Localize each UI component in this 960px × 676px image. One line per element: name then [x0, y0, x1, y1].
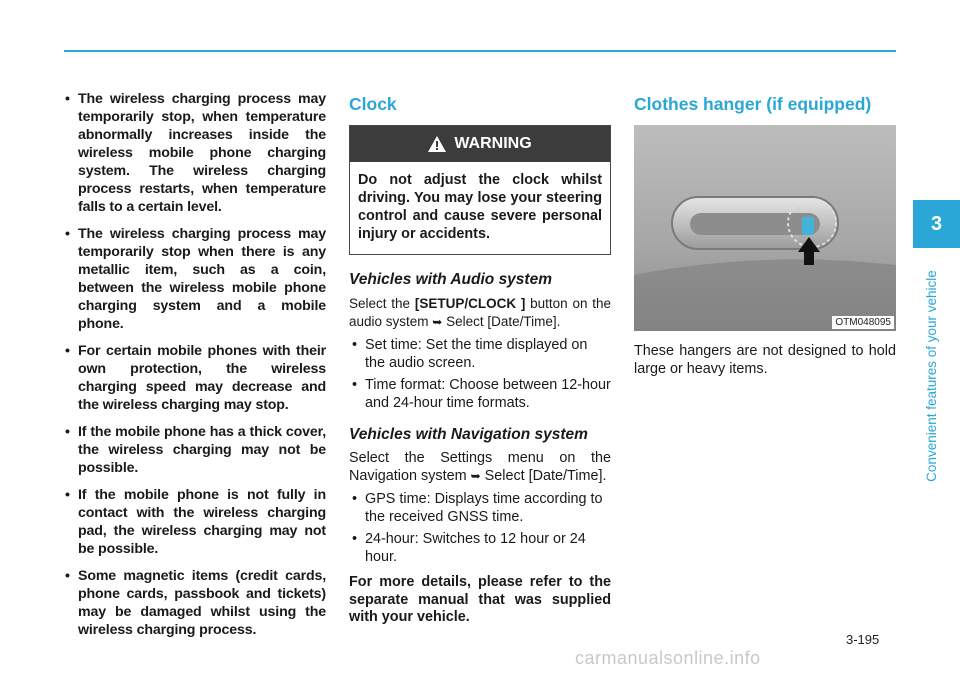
image-caption: OTM048095	[832, 316, 894, 329]
navigation-intro-prefix: Select the Settings menu on the Navigation system	[349, 450, 611, 484]
list-item: • Some magnetic items (credit cards, phone cards, passbook and tickets) may be damaged whilst using the wireless charging process.	[62, 567, 326, 639]
clothes-hanger-photo	[634, 125, 896, 331]
wireless-charging-notes	[62, 90, 326, 639]
chapter-title: Convenient features of your vehicle	[924, 270, 939, 482]
clock-section	[349, 90, 611, 633]
audio-intro-prefix: Select the	[349, 296, 415, 311]
list-item: • 24-hour: Switches to 12 hour or 24 hour.	[349, 531, 611, 566]
subtitle-navigation: Vehicles with Navigation system	[349, 426, 588, 443]
navigation-intro	[349, 450, 611, 485]
audio-intro-suffix: Select [Date/Time].	[442, 313, 561, 329]
arrow-icon: ➥	[432, 314, 443, 329]
section-title-clock: Clock	[349, 94, 397, 114]
navigation-options	[349, 491, 611, 566]
arrow-icon: ➥	[470, 468, 481, 483]
warning-header	[350, 126, 610, 162]
chapter-tab: 3	[913, 200, 960, 248]
list-item: • For certain mobile phones with their own protection, the wireless charging speed may decrease and the wireless charging may stop.	[62, 342, 326, 414]
more-details-note: For more details, please refer to the separate manual that was supplied with your vehicle.	[349, 574, 611, 625]
audio-intro	[349, 295, 611, 331]
watermark: carmanualsonline.info	[575, 648, 761, 668]
section-title-hanger: Clothes hanger (if equipped)	[634, 94, 872, 114]
navigation-intro-suffix: Select [Date/Time].	[480, 467, 607, 484]
page-number: 3-195	[846, 632, 880, 647]
chapter-title-vertical	[922, 258, 942, 494]
clothes-hanger-illustration	[634, 125, 896, 331]
setup-clock-button-label: [SETUP/CLOCK ]	[414, 296, 526, 311]
warning-label: WARNING	[454, 135, 532, 152]
list-item: • The wireless charging process may temporarily stop when there is any metallic item, such as a coin, between the wireless mobile phone charging system and a mobile phone.	[62, 225, 326, 333]
audio-intro-mid: button on the audio system	[349, 296, 612, 329]
clothes-hanger-section	[634, 90, 896, 384]
top-rule	[64, 50, 896, 52]
list-item: • If the mobile phone has a thick cover, the wireless charging may not be possible.	[62, 423, 326, 477]
warning-text: Do not adjust the clock whilst driving. You may lose your steering control and cause severe personal injury or accidents.	[358, 172, 602, 242]
list-item: • Time format: Choose between 12-hour and 24-hour time formats.	[349, 377, 611, 412]
warning-box	[349, 125, 611, 255]
hanger-note: These hangers are not designed to hold large or heavy items.	[634, 343, 896, 377]
list-item: • GPS time: Displays time according to the received GNSS time.	[349, 491, 611, 526]
audio-options	[349, 337, 611, 412]
list-item: • Set time: Set the time displayed on the audio screen.	[349, 337, 611, 372]
warning-triangle-icon	[428, 136, 446, 152]
list-item: • The wireless charging process may temporarily stop, when temperature abnormally increases inside the wireless mobile phone charging system. The wireless charging process restarts, when temperature falls to a certain level.	[62, 90, 326, 216]
list-item: • If the mobile phone is not fully in contact with the wireless charging pad, the wireless charging may not be possible.	[62, 486, 326, 558]
left-column	[62, 90, 326, 648]
subtitle-audio: Vehicles with Audio system	[349, 271, 552, 288]
